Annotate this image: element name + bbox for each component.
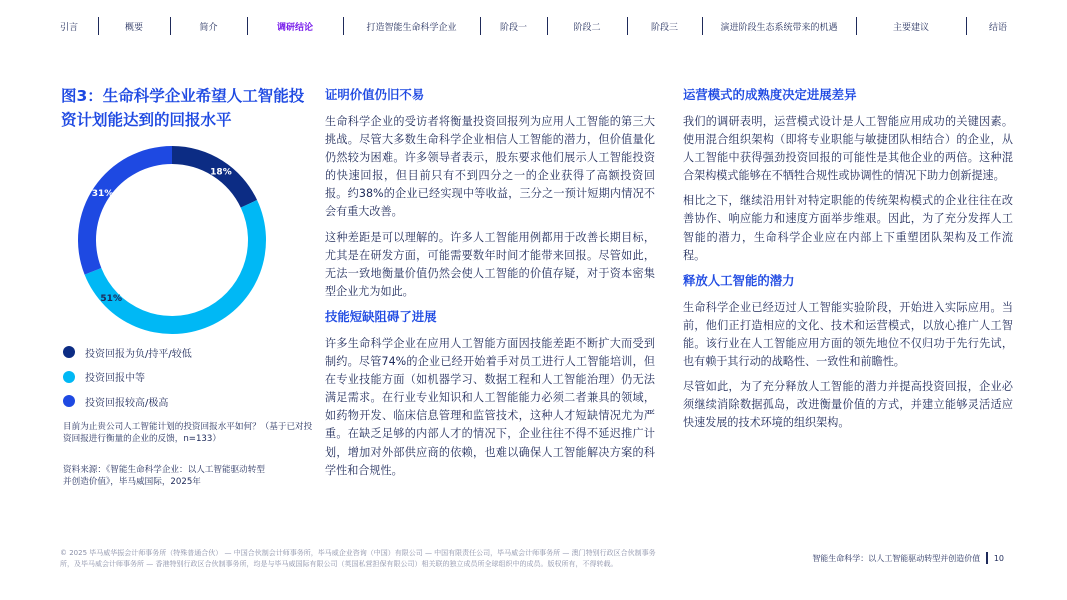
footer-copyright: © 2025 毕马威华振会计师事务所（特殊普通合伙） — 中国合伙制会计师事务所，毕马威企业咨询（中国）有限公司 — 中国有限责任公司，毕马威会计师事务所 — 澳门特别行政区合伙制事务所，及毕马威会计师事务所 — 香港特别行政区合伙制事务所，均是与毕马威国际有限公司（英国私营担保有限公司）相关联的独立成员所全球组织中的成员。版权所有，不得转载。 <box>60 549 656 568</box>
legend-swatch <box>63 371 75 383</box>
section-heading-skills-gap: 技能短缺阻碍了进展 <box>325 308 437 324</box>
nav-tab-findings[interactable]: 调研结论 <box>276 22 313 33</box>
paragraph: 尽管如此，为了充分释放人工智能的潜力并提高投资回报，企业必须继续消除数据孤岛，改进衡量价值的方式，并建立能够灵活适应快速发展的技术环境的组织架构。 <box>683 380 1013 430</box>
nav-tab-conclusion[interactable]: 结语 <box>988 22 1007 33</box>
legend-item-high-very-high <box>63 389 303 414</box>
nav-tab-stage-two[interactable]: 阶段二 <box>573 22 601 33</box>
section-heading-proving-value: 证明价值仍旧不易 <box>325 87 425 102</box>
footer-divider <box>986 552 988 564</box>
figure-title: 图3：生命科学企业希望人工智能投资计划能达到的回报水平 <box>61 87 305 129</box>
nav-tab-summary[interactable]: 概要 <box>124 22 143 33</box>
legend-label: 投资回报为负/持平/较低 <box>85 348 192 360</box>
text-column-middle <box>325 86 655 487</box>
nav-tab-introduction[interactable]: 引言 <box>59 22 78 33</box>
text-column-right <box>683 86 1013 439</box>
donut-label-negative-flat-low: 18% <box>210 167 232 178</box>
paragraph: 相比之下，继续沿用针对特定职能的传统架构模式的企业往往在改善协作、响应能力和速度方面举步维艰。因此，为了充分发挥人工智能的潜力，生命科学企业应在内部上下重塑团队架构及工作流程。 <box>683 194 1013 262</box>
nav-tab-stage-three[interactable]: 阶段三 <box>650 22 678 33</box>
legend-label: 投资回报较高/极高 <box>85 397 169 409</box>
chart-legend <box>63 340 303 414</box>
nav-tab-recommendations[interactable]: 主要建议 <box>892 22 929 33</box>
donut-slice-high-very-high <box>78 146 172 275</box>
footer-document-title: 智能生命科学：以人工智能驱动转型并创造价值 <box>812 553 981 563</box>
legend-item-medium <box>63 365 303 390</box>
figure-source: 资料来源：《智能生命科学企业：以人工智能驱动转型并创造价值》，毕马威国际，2025年 <box>63 465 265 487</box>
nav-tab-intelligent-enterprise[interactable]: 打造智能生命科学企业 <box>366 22 457 33</box>
legend-swatch <box>63 395 75 407</box>
nav-tab-overview[interactable]: 简介 <box>199 22 218 33</box>
donut-label-medium: 51% <box>100 293 122 304</box>
section-heading-unlock-potential: 释放人工智能的潜力 <box>683 272 795 288</box>
paragraph: 生命科学企业的受访者将衡量投资回报列为应用人工智能的第三大挑战。尽管大多数生命科学企业相信人工智能的潜力，但价值量化仍然较为困难。许多领导者表示，股东要求他们展示人工智能投资的快速回报，但目前只有不到四分之一的企业获得了高额投资回报。约38%的企业已经实现中等收益，三分之一预计短期内情况不会有重大改善。 <box>325 115 655 219</box>
figure-question: 目前为止贵公司人工智能计划的投资回报水平如何？（基于已对投资回报进行衡量的企业的反馈，n=133） <box>63 422 313 444</box>
legend-swatch <box>63 346 75 358</box>
footer-page-info <box>812 552 1004 564</box>
page-number: 10 <box>993 553 1004 563</box>
donut-slice-medium <box>85 200 266 334</box>
paragraph: 我们的调研表明，运营模式设计是人工智能应用成功的关键因素。使用混合组织架构（即将专业职能与敏捷团队相结合）的企业，从人工智能中获得强劲投资回报的可能性是其他企业的两倍。这种混合架构模式能够在不牺牲合规性或协调性的情况下助力创新提速。 <box>683 115 1013 183</box>
paragraph: 许多生命科学企业在应用人工智能方面因技能差距不断扩大而受到制约。尽管74%的企业已经开始着手对员工进行人工智能培训，但在专业技能方面（如机器学习、数据工程和人工智能治理）仍无法满足需求。在行业专业知识和人工智能能力必须二者兼具的领域，如药物开发、临床信息管理和监管技术，这种人才短缺情况尤为严重。在缺乏足够的内部人才的情况下，企业往往不得不延迟推广计划，增加对外部供应商的依赖，也难以确保人工智能解决方案的科学性和合规性。 <box>325 336 655 477</box>
donut-label-high-very-high: 31% <box>91 188 114 199</box>
nav-tab-ecosystem-opportunities[interactable]: 演进阶段生态系统带来的机遇 <box>720 22 838 33</box>
donut-chart <box>74 142 270 338</box>
nav-tab-stage-one[interactable]: 阶段一 <box>499 22 527 33</box>
legend-item-negative-flat-low <box>63 340 303 365</box>
top-navigation <box>40 14 1030 38</box>
paragraph: 生命科学企业已经迈过人工智能实验阶段，开始进入实际应用。当前，他们正打造相应的文化、技术和运营模式，以放心推广人工智能。该行业在人工智能应用方面的领先地位不仅归功于先行先试，也有赖于其行动的战略性、一致性和前瞻性。 <box>683 300 1013 369</box>
paragraph: 这种差距是可以理解的。许多人工智能用例都用于改善长期目标，尤其是在研发方面，可能需要数年时间才能带来回报。尽管如此，无法一致地衡量价值仍然会使人工智能的价值存疑，对于资本密集型企业尤为如此。 <box>325 230 655 298</box>
legend-label: 投资回报中等 <box>85 373 145 385</box>
section-heading-operating-model: 运营模式的成熟度决定进展差异 <box>683 87 857 102</box>
